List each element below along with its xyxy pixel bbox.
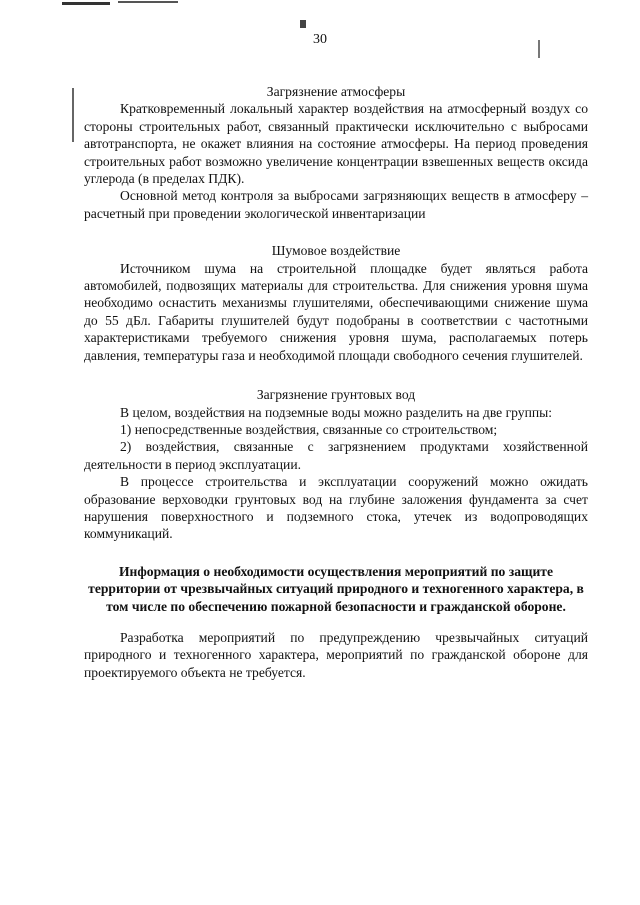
paragraph: Источником шума на строительной площадке будет являться работа автомобилей, подвозящих материалы для строительства. Для снижения уровня шума необходимо оснастить механизмы глушителями, обеспечивающими снижение шума до 55 дБл. Габариты глушителей будут подобраны в соответствии с частотными характеристиками требуемого снижения уровня шума, располагаемых потерь давления, температуры газа и необходимой площади свободного сечения глушителей. [84,260,588,363]
paragraph: Кратковременный локальный характер воздействия на атмосферный воздух со стороны строительных работ, связанный практически исключительно с выбросами автотранспорта, не окажет влияния на состояние атмосферы. На период проведения строительных работ возможно увеличение концентрации взвешенных веществ оксида углерода (в пределах ПДК). [84,101,588,187]
list-item: 2) воздействия, связанные с загрязнением продуктами хозяйственной деятельности в период эксплуатации. [84,439,588,472]
scan-artifact [118,1,178,3]
section-heading-noise: Шумовое воздействие [271,243,401,259]
section-heading-groundwater: Загрязнение грунтовых вод [256,387,416,403]
paragraph: Разработка мероприятий по предупреждению чрезвычайных ситуаций природного и техногенного характера, мероприятий по гражданской обороне для проектируемого объекта не требуется. [84,629,588,680]
paragraph: В целом, воздействия на подземные воды можно разделить на две группы: [120,404,553,420]
scan-artifact [62,2,110,5]
scan-artifact [72,88,74,142]
scan-artifact [300,20,306,28]
paragraph: Основной метод контроля за выбросами загрязняющих веществ в атмосферу – расчетный при проведении экологической инвентаризации [84,188,588,221]
paragraph: В процессе строительства и эксплуатации сооружений можно ожидать образование верховодки грунтовых вод на глубине заложения фундамента за счет нарушения поверхностного и подземного стока, утечек из водопроводящих коммуникаций. [84,474,588,542]
document-body [84,83,588,681]
section-heading-air: Загрязнение атмосферы [266,84,406,99]
page-number: 30 [313,32,327,47]
list-item: 1) непосредственные воздействия, связанные со строительством; [120,421,498,437]
emergency-heading: Информация о необходимости осуществления мероприятий по защите территории от чрезвычайных ситуаций природного и техногенного характера, в том числе по обеспечению пожарной безопасности и гражданской обороне. [88,563,584,614]
